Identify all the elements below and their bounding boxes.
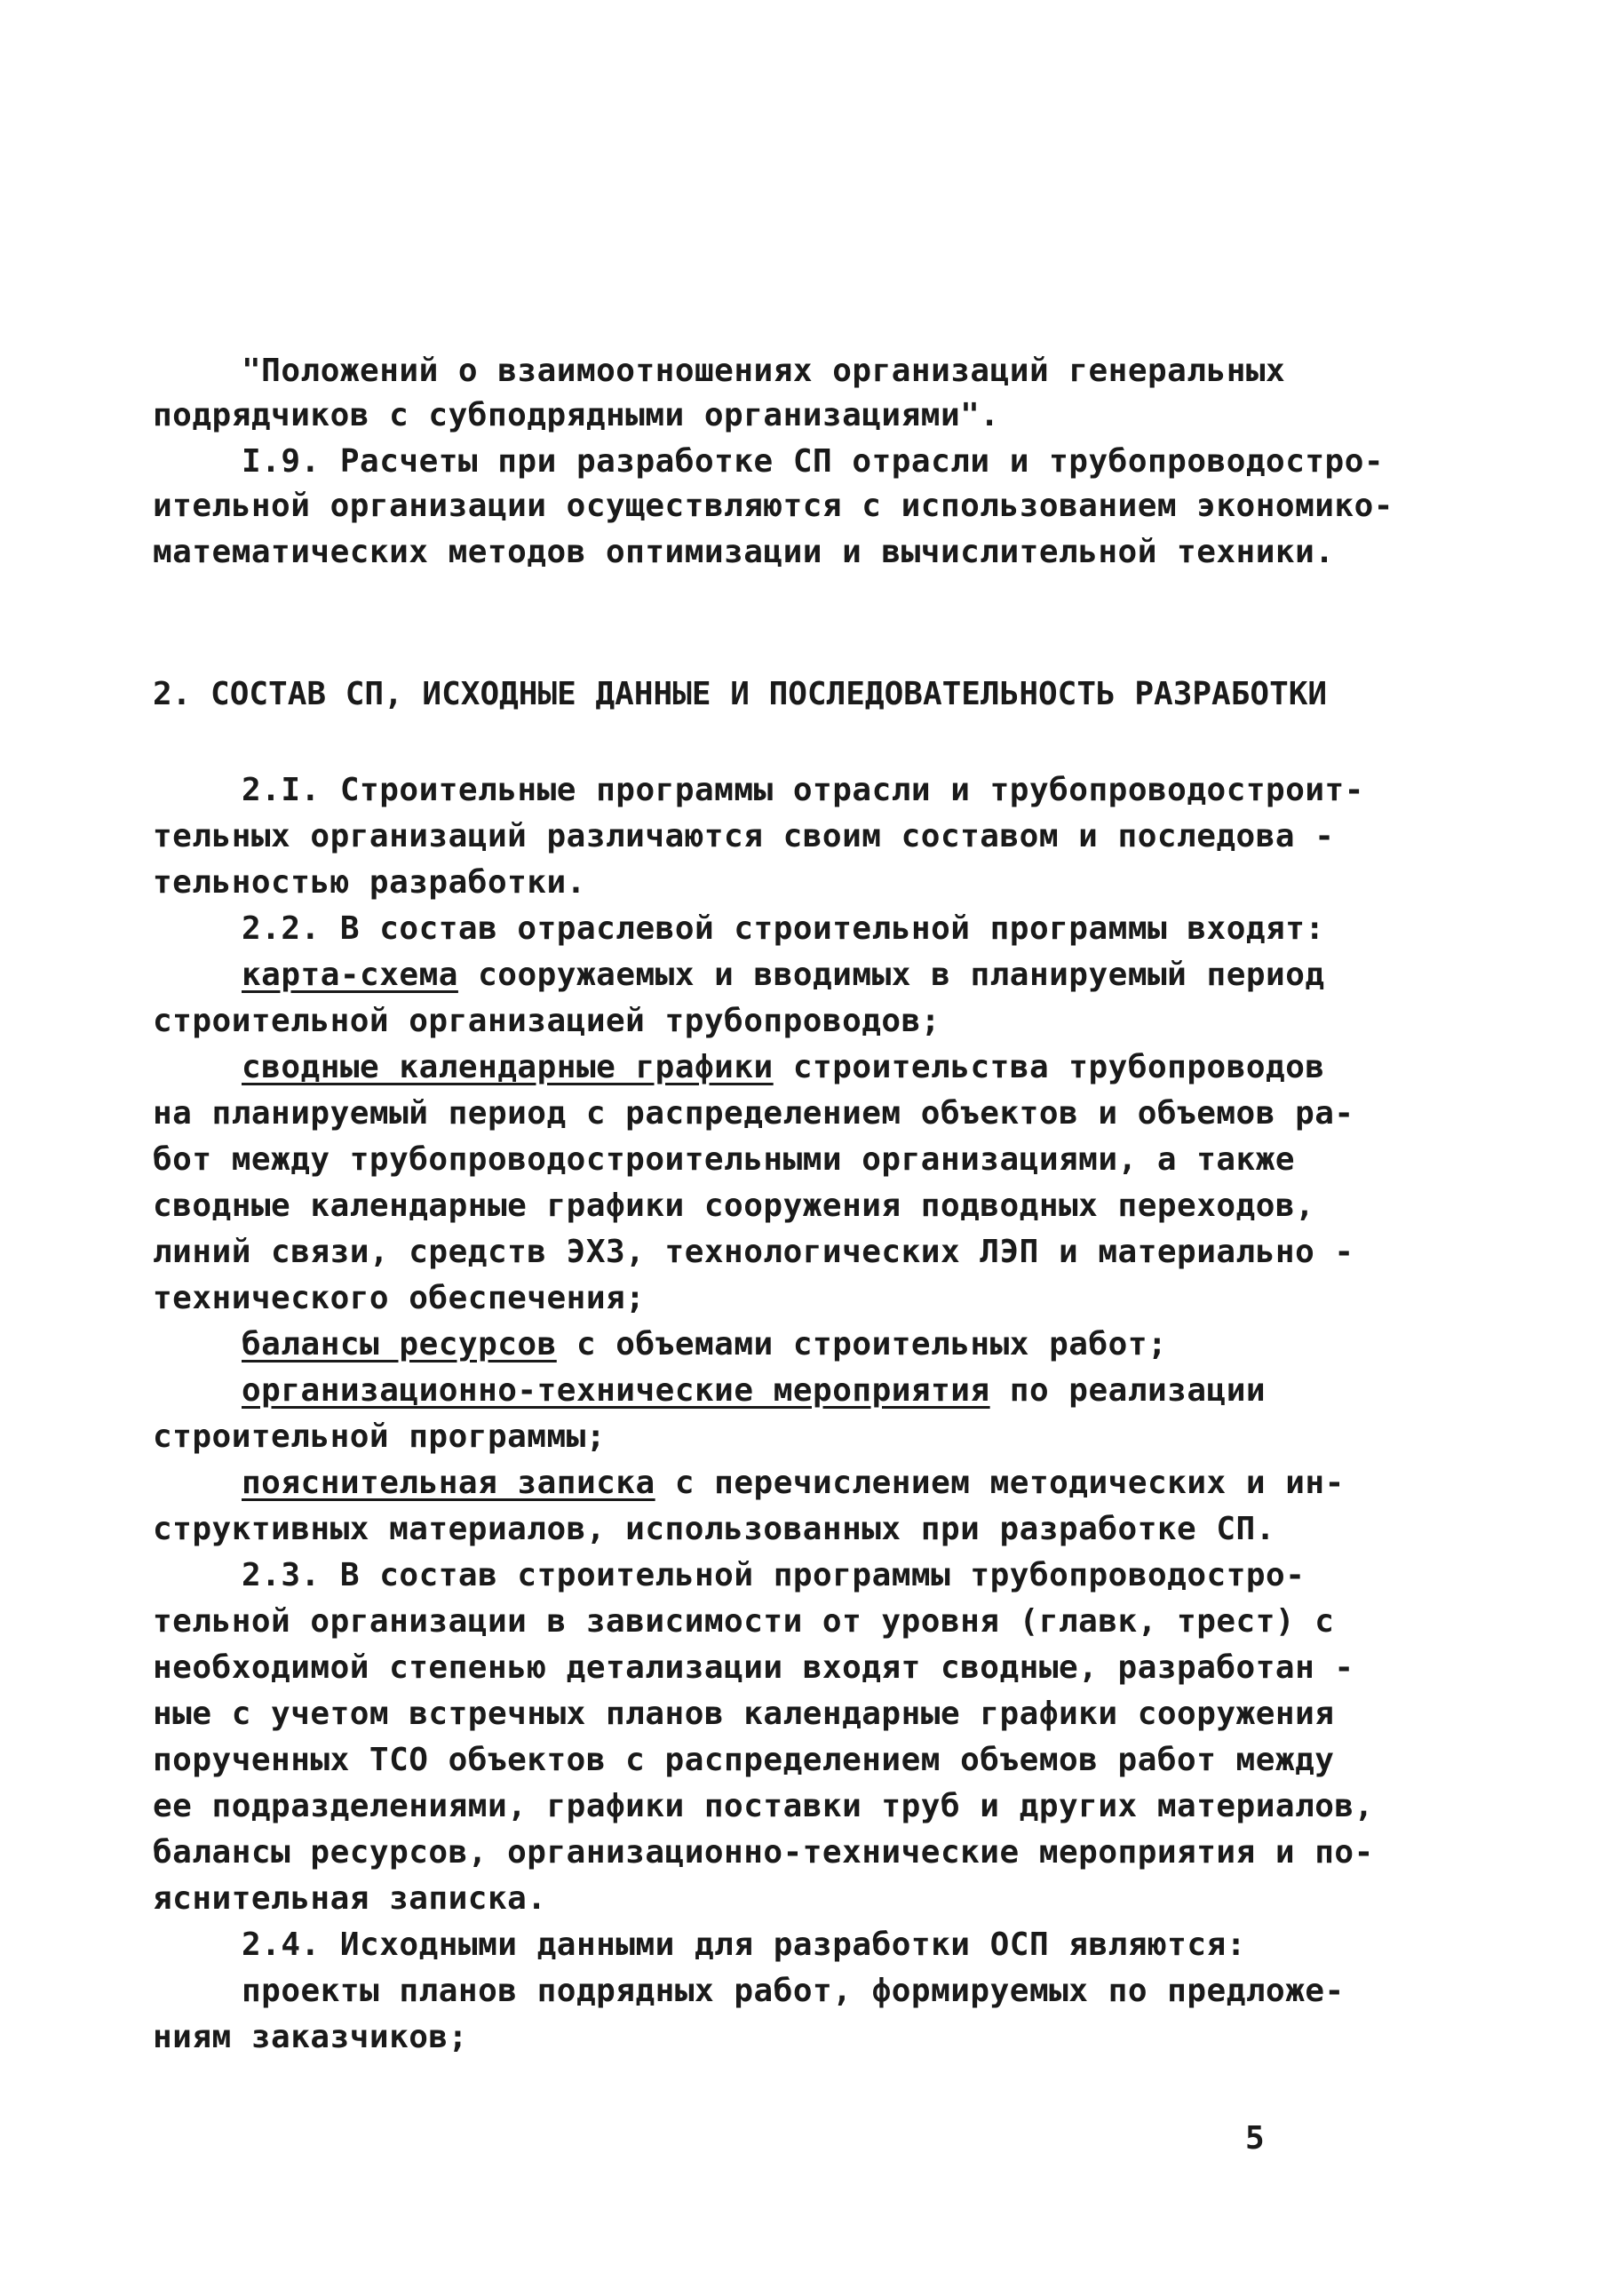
list-item	[242, 957, 1325, 993]
text-line: ные с учетом встречных планов календарные графики сооружения	[153, 1696, 1335, 1732]
text-line: 2.I. Строительные программы отрасли и трубопроводостроит-	[242, 772, 1364, 808]
text-line: строительной программы;	[153, 1418, 606, 1455]
text-line: необходимой степенью детализации входят сводные, разработан -	[153, 1649, 1354, 1686]
text-line: яснительная записка.	[153, 1880, 547, 1917]
text-line: 2.2. В состав отраслевой строительной программы входят:	[242, 910, 1325, 947]
section-heading: 2. СОСТАВ СП, ИСХОДНЫЕ ДАННЫЕ И ПОСЛЕДОВАТЕЛЬНОСТЬ РАЗРАБОТКИ	[153, 676, 1328, 712]
text-line: 2.3. В состав строительной программы трубопроводостро-	[242, 1557, 1306, 1593]
text-line: строительной организацией трубопроводов;	[153, 1003, 941, 1039]
underlined-term: карта-схема	[242, 957, 458, 993]
item-text: с перечислением методических и ин-	[655, 1465, 1345, 1501]
text-line: порученных ТСО объектов с распределением объемов работ между	[153, 1742, 1335, 1778]
text-line: математических методов оптимизации и вычислительной техники.	[153, 534, 1335, 570]
text-line: ее подразделениями, графики поставки труб и других материалов,	[153, 1788, 1374, 1824]
text-line: на планируемый период с распределением объектов и объемов ра-	[153, 1095, 1354, 1132]
list-item	[242, 1373, 1266, 1409]
text-line: 2.4. Исходными данными для разработки ОСП являются:	[242, 1927, 1246, 1963]
text-line: сводные календарные графики сооружения подводных переходов,	[153, 1188, 1315, 1224]
underlined-term: организационно-технические мероприятия	[242, 1372, 990, 1409]
underlined-term: балансы ресурсов	[242, 1326, 557, 1363]
item-text: с объемами строительных работ;	[556, 1326, 1168, 1363]
list-item	[242, 1050, 1325, 1085]
text-line: линий связи, средств ЭХЗ, технологических ЛЭП и материально -	[153, 1234, 1354, 1270]
text-line: ниям заказчиков;	[153, 2019, 468, 2055]
text-line: проекты планов подрядных работ, формируемых по предложе-	[242, 1973, 1345, 2009]
text-line: тельностью разработки.	[153, 864, 586, 901]
list-item	[242, 1466, 1345, 1501]
text-line: подрядчиков с субподрядными организациями".	[153, 397, 1000, 433]
text-line: тельной организации в зависимости от уровня (главк, трест) с	[153, 1603, 1335, 1640]
text-line: тельных организаций различаются своим составом и последова -	[153, 818, 1335, 854]
text-line: I.9. Расчеты при разработке СП отрасли и трубопроводостро-	[242, 443, 1385, 480]
page-number: 5	[1245, 2120, 1265, 2157]
item-text: сооружаемых и вводимых в планируемый период	[457, 957, 1325, 993]
list-item	[242, 1327, 1167, 1363]
text-line: ительной организации осуществляются с использованием экономико-	[153, 488, 1394, 524]
text-line: технического обеспечения;	[153, 1280, 646, 1316]
text-line: бот между трубопроводостроительными организациями, а также	[153, 1141, 1296, 1178]
text-line: "Положений о взаимоотношениях организаций генеральных	[242, 353, 1286, 389]
underlined-term: сводные календарные графики	[242, 1049, 774, 1085]
item-text: строительства трубопроводов	[773, 1049, 1325, 1085]
item-text: по реализации	[989, 1372, 1267, 1409]
text-line: структивных материалов, использованных при разработке СП.	[153, 1511, 1275, 1547]
text-line: балансы ресурсов, организационно-технические мероприятия и по-	[153, 1834, 1374, 1871]
underlined-term: пояснительная записка	[242, 1465, 655, 1501]
